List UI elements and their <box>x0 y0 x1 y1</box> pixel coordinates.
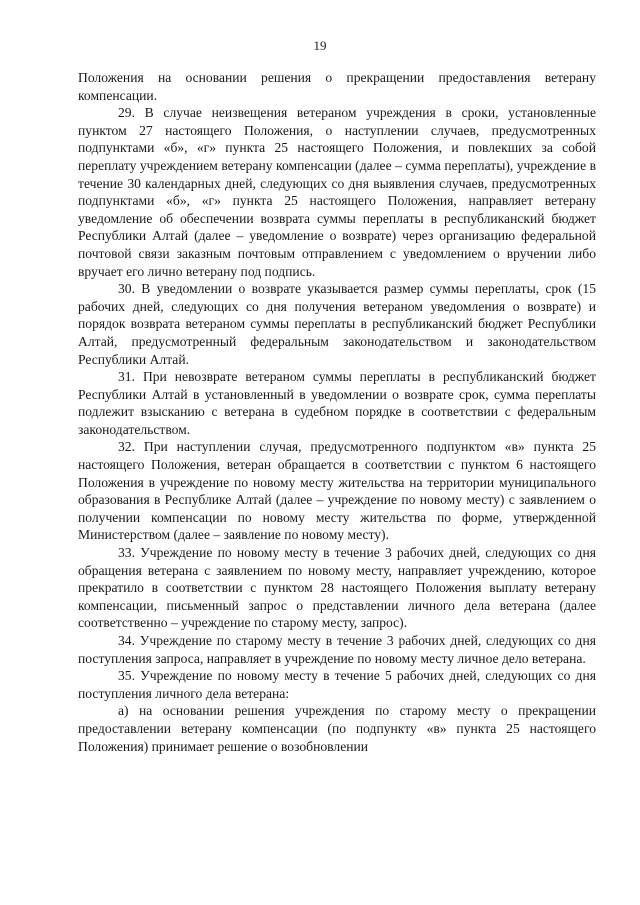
paragraph-item-30: 30. В уведомлении о возврате указывается размер суммы переплаты, срок (15 рабочих дней, следующих со дня получения ветераном уведомления о возврате) и порядок возврата ветераном суммы переплаты в республиканский бюджет Республики Алтай, предусмотренный федеральным законодательством и законодательством Республики Алтай. <box>78 281 596 367</box>
paragraph-item-34: 34. Учреждение по старому месту в течение 3 рабочих дней, следующих со дня поступления запроса, направляет в учреждение по новому месту личное дело ветерана. <box>78 633 596 666</box>
paragraph-item-33: 33. Учреждение по новому месту в течение 3 рабочих дней, следующих со дня обращения ветерана с заявлением по новому месту, направляет учреждению, которое прекратило в соответствии с пунктом 28 настоящего Положения выплату ветерану компенсации, письменный запрос о представлении личного дела ветерана (далее соответственно – учреждение по старому месту, запрос). <box>78 545 596 631</box>
document-body <box>78 69 596 755</box>
paragraph-continuation: Положения на основании решения о прекращении предоставления ветерану компенсации. <box>78 70 596 103</box>
paragraph-item-32: 32. При наступлении случая, предусмотренного подпунктом «в» пункта 25 настоящего Положения, ветеран обращается в соответствии с пунктом 6 настоящего Положения в учреждение по новому месту жительства на территории муниципального образования в Республике Алтай (далее – учреждение по новому месту) с заявлением о получении компенсации по новому месту жительства по форме, утвержденной Министерством (далее – заявление по новому месту). <box>78 439 596 543</box>
paragraph-item-29: 29. В случае неизвещения ветераном учреждения в сроки, установленные пунктом 27 настоящего Положения, о наступлении случаев, предусмотренных подпунктами «б», «г» пункта 25 настоящего Положения, и повлекших за собой переплату учреждением ветерану компенсации (далее – сумма переплаты), учреждение в течение 30 календарных дней, следующих со дня выявления случаев, предусмотренных подпунктами «б», «г» пункта 25 настоящего Положения, направляет ветерану уведомление об обеспечении возврата суммы переплаты в республиканский бюджет Республики Алтай (далее – уведомление о возврате) через организацию федеральной почтовой связи заказным почтовым отправлением с уведомлением о вручении либо вручает его лично ветерану под подпись. <box>78 105 596 279</box>
paragraph-item-35: 35. Учреждение по новому месту в течение 5 рабочих дней, следующих со дня поступления личного дела ветерана: <box>78 668 596 701</box>
paragraph-item-35-a: а) на основании решения учреждения по старому месту о прекращении предоставлении ветерану компенсации (по подпункту «в» пункта 25 настоящего Положения) принимает решение о возобновлении <box>78 703 596 754</box>
paragraph-item-31: 31. При невозврате ветераном суммы переплаты в республиканский бюджет Республики Алтай в установленный в уведомлении о возврате срок, сумма переплаты подлежит взысканию с ветерана в судебном порядке в соответствии с федеральным законодательством. <box>78 369 596 437</box>
page-number: 19 <box>313 38 327 53</box>
